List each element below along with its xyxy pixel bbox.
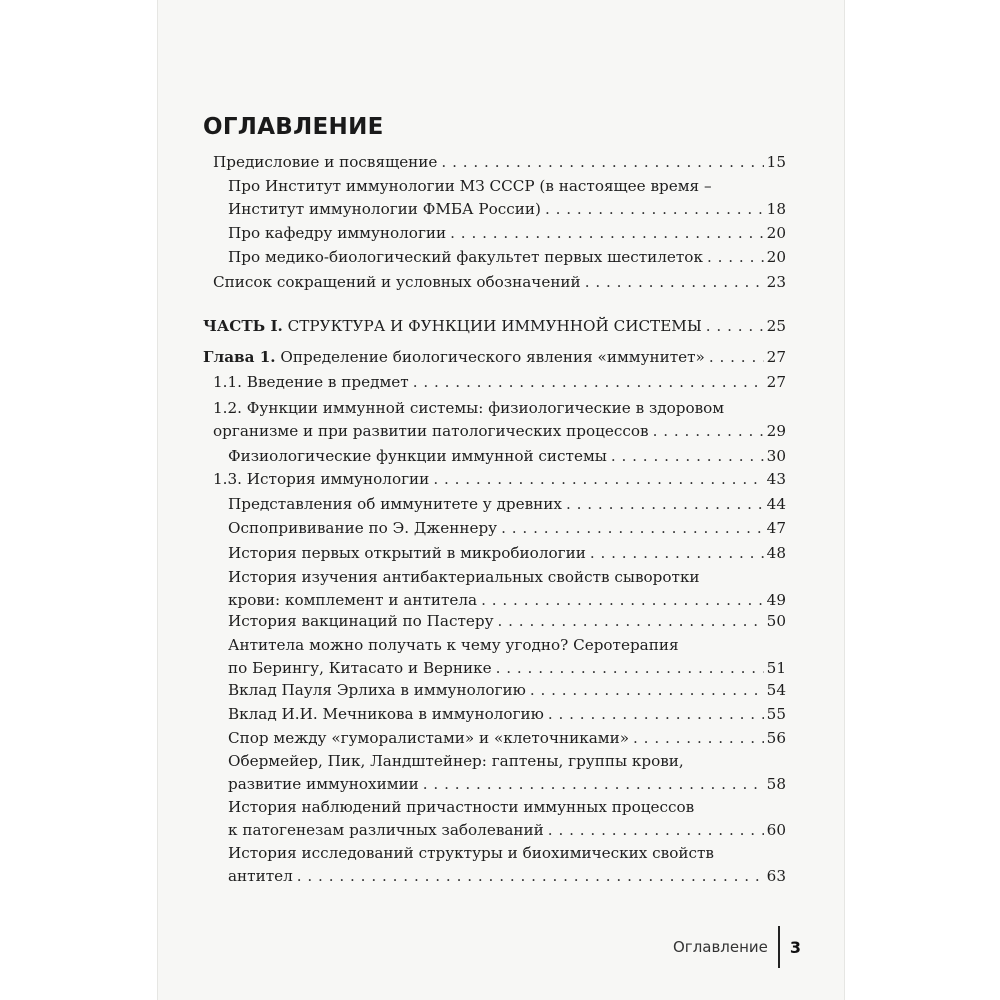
dot-leader — [548, 819, 764, 842]
entry-text-line: 1.2. Функции иммунной системы: физиологические в здоровом — [213, 399, 725, 417]
dot-leader — [566, 493, 764, 516]
dot-leader — [707, 246, 764, 269]
entry-page: 55 — [766, 705, 786, 723]
entry-text: Определение биологического явления «иммунитет» — [280, 348, 705, 366]
entry-text: 1.3. История иммунологии — [213, 470, 430, 488]
toc-entry-mechnikov[interactable] — [228, 703, 786, 726]
entry-text: крови: комплемент и антитела — [228, 591, 478, 609]
entry-text: История вакцинаций по Пастеру — [228, 612, 494, 630]
toc-entry-faculty[interactable] — [228, 246, 786, 269]
toc-entry-ehrlich[interactable] — [228, 679, 786, 702]
entry-text: История первых открытий в микробиологии — [228, 544, 586, 562]
entry-text: Оспопрививание по Э. Дженнеру — [228, 519, 498, 537]
toc-entry-serum-properties[interactable] — [228, 566, 786, 612]
dot-leader — [496, 657, 764, 680]
entry-page: 15 — [766, 153, 786, 171]
entry-text: СТРУКТУРА И ФУНКЦИИ ИММУННОЙ СИСТЕМЫ — [287, 317, 702, 335]
entry-page: 51 — [766, 659, 786, 677]
dot-leader — [297, 865, 764, 888]
entry-page: 29 — [766, 422, 786, 440]
entry-text: Спор между «гуморалистами» и «клеточниками» — [228, 729, 630, 747]
entry-page: 20 — [766, 248, 786, 266]
toc-entry-institute[interactable] — [228, 175, 786, 221]
entry-text-line: История наблюдений причастности иммунных процессов — [228, 798, 695, 816]
toc-entry-physiological-functions[interactable] — [228, 445, 786, 468]
running-footer-title: Оглавление — [673, 938, 768, 956]
entry-text: Вклад Пауля Эрлиха в иммунологию — [228, 681, 526, 699]
toc-entry-preface[interactable] — [213, 151, 786, 174]
entry-page: 30 — [766, 447, 786, 465]
entry-text: Представления об иммунитете у древних — [228, 495, 562, 513]
dot-leader — [481, 589, 764, 612]
entry-page: 50 — [766, 612, 786, 630]
entry-text: Про медико-биологический факультет первых шестилеток — [228, 248, 703, 266]
entry-page: 58 — [766, 775, 786, 793]
part-label: ЧАСТЬ I. — [203, 317, 283, 335]
toc-heading: ОГЛАВЛЕНИЕ — [203, 114, 384, 140]
entry-text: Список сокращений и условных обозначений — [213, 273, 581, 291]
entry-text: к патогенезам различных заболеваний — [228, 821, 544, 839]
entry-text: антител — [228, 867, 293, 885]
dot-leader — [611, 445, 764, 468]
toc-entry-landsteiner[interactable] — [228, 750, 786, 796]
page-number: 3 — [789, 937, 802, 957]
toc-entry-pasteur[interactable] — [228, 610, 786, 633]
toc-entry-1-3[interactable] — [213, 468, 786, 491]
entry-page: 25 — [766, 317, 786, 335]
entry-text: по Берингу, Китасато и Вернике — [228, 659, 492, 677]
toc-entry-antibody-structure[interactable] — [228, 842, 786, 888]
entry-page: 23 — [766, 273, 786, 291]
toc-entry-microbiology[interactable] — [228, 542, 786, 565]
dot-leader — [501, 517, 764, 540]
dot-leader — [706, 315, 764, 338]
toc-entry-1-2[interactable] — [213, 397, 786, 443]
toc-entry-jenner[interactable] — [228, 517, 786, 540]
dot-leader — [590, 542, 764, 565]
toc-entry-abbreviations[interactable] — [213, 271, 786, 294]
entry-text: Вклад И.И. Мечникова в иммунологию — [228, 705, 544, 723]
entry-text-line: Обермейер, Пик, Ландштейнер: гаптены, группы крови, — [228, 752, 684, 770]
entry-page: 47 — [766, 519, 786, 537]
dot-leader — [423, 773, 764, 796]
entry-text: развитие иммунохимии — [228, 775, 419, 793]
entry-page: 48 — [766, 544, 786, 562]
entry-page: 18 — [766, 200, 786, 218]
dot-leader — [585, 271, 764, 294]
toc-entry-serotherapy[interactable] — [228, 634, 786, 680]
entry-page: 56 — [766, 729, 786, 747]
entry-page: 49 — [766, 591, 786, 609]
toc-entry-chapter-1[interactable] — [203, 346, 786, 369]
toc-entry-part-1[interactable] — [203, 315, 786, 338]
entry-text: Институт иммунологии ФМБА России) — [228, 200, 541, 218]
entry-text-line: Про Институт иммунологии МЗ СССР (в настоящее время – — [228, 177, 712, 195]
entry-page: 27 — [766, 373, 786, 391]
footer-divider — [778, 926, 780, 968]
dot-leader — [653, 420, 764, 443]
dot-leader — [530, 679, 764, 702]
toc-entry-department[interactable] — [228, 222, 786, 245]
toc-entry-humoral-cellular[interactable] — [228, 727, 786, 750]
toc-entry-ancients[interactable] — [228, 493, 786, 516]
dot-leader — [709, 346, 764, 369]
entry-text: 1.1. Введение в предмет — [213, 373, 409, 391]
dot-leader — [450, 222, 764, 245]
dot-leader — [433, 468, 763, 491]
dot-leader — [548, 703, 764, 726]
toc-entry-pathogenesis[interactable] — [228, 796, 786, 842]
entry-text: Про кафедру иммунологии — [228, 224, 447, 242]
entry-text-line: История исследований структуры и биохимических свойств — [228, 844, 714, 862]
dot-leader — [633, 727, 764, 750]
entry-page: 63 — [766, 867, 786, 885]
entry-page: 20 — [766, 224, 786, 242]
entry-text-line: История изучения антибактериальных свойств сыворотки — [228, 568, 700, 586]
dot-leader — [441, 151, 763, 174]
entry-page: 54 — [766, 681, 786, 699]
toc-entry-1-1[interactable] — [213, 371, 786, 394]
page-footer — [673, 925, 801, 969]
dot-leader — [413, 371, 764, 394]
entry-text: Предисловие и посвящение — [213, 153, 438, 171]
entry-text: Физиологические функции иммунной системы — [228, 447, 607, 465]
entry-page: 44 — [766, 495, 786, 513]
chapter-label: Глава 1. — [203, 348, 276, 366]
entry-text-line: Антитела можно получать к чему угодно? Серотерапия — [228, 636, 679, 654]
dot-leader — [545, 198, 764, 221]
entry-text: организме и при развитии патологических процессов — [213, 422, 649, 440]
entry-page: 60 — [766, 821, 786, 839]
entry-page: 43 — [766, 470, 786, 488]
entry-page: 27 — [766, 348, 786, 366]
dot-leader — [498, 610, 764, 633]
